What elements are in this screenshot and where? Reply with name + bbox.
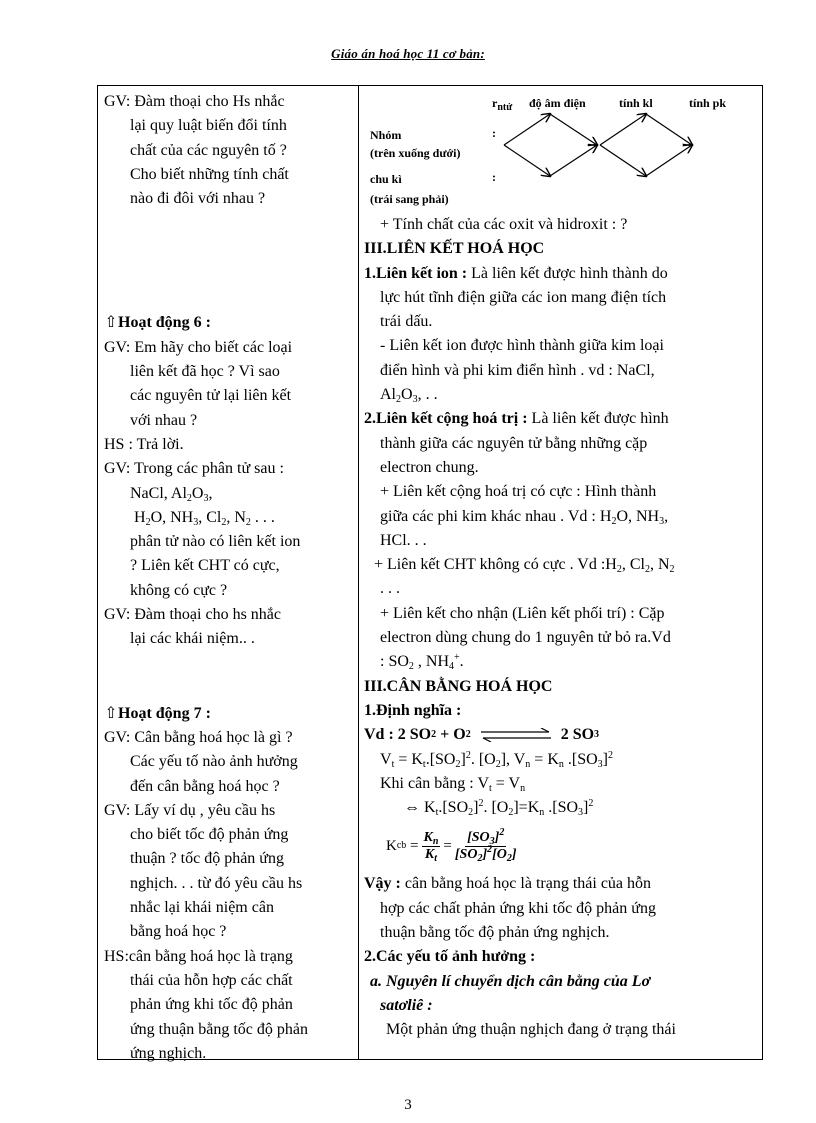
page-number: 3 xyxy=(404,1097,412,1113)
equilibrium-state-line: Khi cân bằng : $V_t = V_n$ xyxy=(380,774,526,794)
colon: : xyxy=(492,170,496,184)
gv-line: nghịch. . . từ đó yêu cầu hs xyxy=(130,874,303,892)
equivalence-line: ⇔ $K_t.[SO_2]^2$. $[O_2]=K_n$ $.[SO_3]^2$ xyxy=(404,798,594,819)
hs-line: phản ứng khi tốc độ phản xyxy=(130,996,293,1014)
molecule-list: NaCl, $Al_2O_3$, xyxy=(130,484,213,504)
gv-line: các nguyên tử lại liên kết xyxy=(130,387,292,405)
arrow-line xyxy=(504,114,550,145)
reaction-equation: Vd : 2 SO 2 + O 2 2 SO 3 xyxy=(364,726,600,744)
gv-line: bằng hoá học ? xyxy=(130,923,227,941)
gv-line: Các yếu tố nào ảnh hưởng xyxy=(130,753,298,771)
ion-note-line: điển hình và phi kim điển hình . vd : NaCl, xyxy=(380,361,655,379)
hs-line: ứng thuận bằng tốc độ phản xyxy=(130,1020,308,1038)
hs-line: HS:cân bằng hoá học là trạng xyxy=(104,947,293,965)
equilibrium-arrow-icon xyxy=(479,728,553,742)
definition-heading: 1.Định nghĩa : xyxy=(364,701,462,719)
electronegativity-label: độ âm điện xyxy=(529,96,586,110)
gv-line: GV: Cân bằng hoá học là gì ? xyxy=(104,728,293,746)
coord-line: + Liên kết cho nhận (Liên kết phối trí) : Cặp xyxy=(380,604,665,622)
oxide-line: + Tính chất của các oxit và hidroxit : ? xyxy=(380,216,628,233)
up-arrow-icon: ⇧ xyxy=(104,314,118,332)
arrow-line xyxy=(600,114,646,145)
row-period-label: chu kì xyxy=(370,172,402,186)
gv-line: GV: Trong các phân tử sau : xyxy=(104,460,284,478)
hs-line: ứng nghịch. xyxy=(130,1044,207,1062)
final-line: Một phản ứng thuận nghịch đang ở trạng thái xyxy=(386,1021,676,1039)
column-divider xyxy=(358,86,359,1059)
hs-line: HS : Trả lời. xyxy=(104,435,184,453)
coord-line: electron dùng chung do 1 nguyên tử bỏ ra.Vd xyxy=(380,629,671,647)
content-column xyxy=(364,90,760,1043)
principle-heading: a. Nguyên lí chuyển dịch cân bằng của Lơ xyxy=(370,972,651,990)
row-period-sub: (trái sang phải) xyxy=(370,192,449,206)
gv-line: không có cực ? xyxy=(130,581,228,599)
covalent-line: 2.Liên kết cộng hoá trị : Là liên kết được hình xyxy=(364,410,669,428)
activity-6-heading: ⇧Hoạt động 6 : xyxy=(104,311,354,335)
row-group-label: Nhóm xyxy=(370,128,402,142)
gv-line: lại quy luật biến đổi tính xyxy=(130,117,287,135)
gv-line: nhắc lại khái niệm cân xyxy=(130,899,274,917)
gv-line: ? Liên kết CHT có cực, xyxy=(130,557,280,575)
ion-note-line: - Liên kết ion được hình thành giữa kim loại xyxy=(380,337,664,355)
gv-line: phân tử nào có liên kết ion xyxy=(130,533,301,551)
arrow-line xyxy=(646,114,692,145)
gv-line: GV: Em hãy cho biết các loại xyxy=(104,338,293,356)
gv-line: với nhau ? xyxy=(130,411,198,429)
nonmetallic-label: tính pk xyxy=(689,96,727,110)
section-equilibrium-title: III.CÂN BẰNG HOÁ HỌC xyxy=(364,677,553,695)
arrow-line xyxy=(504,145,550,176)
gv-line: GV: Đàm thoại cho Hs nhắc xyxy=(104,93,285,110)
factors-heading: 2.Các yếu tố ảnh hưởng : xyxy=(364,948,536,966)
activity-7-heading: ⇧Hoạt động 7 : xyxy=(104,702,354,726)
periodic-trend-diagram xyxy=(364,90,760,213)
equilibrium-constant: K cb = $\frac{K_n}{K_t}$ = $\frac{[SO_3]^2}{[SO_2]^2[O_2]}$ xyxy=(386,826,517,864)
gv-line: GV: Lấy ví dụ , yêu cầu hs xyxy=(104,801,276,819)
row-group-sub: (trên xuống dưới) xyxy=(370,146,461,160)
summary-line: thuận bằng tốc độ phản ứng nghịch. xyxy=(380,924,610,942)
principle-heading: satơliê : xyxy=(380,996,433,1014)
metallic-label: tính kl xyxy=(619,96,653,110)
arrow-line xyxy=(600,145,646,176)
lesson-table xyxy=(97,85,763,1060)
page-header: Giáo án hoá học 11 cơ bản: xyxy=(331,46,485,61)
arrow-line xyxy=(550,145,597,176)
polar-line: HCl. . . xyxy=(380,531,427,549)
up-arrow-icon: ⇧ xyxy=(104,704,118,722)
polar-line: giữa các phi kim khác nhau . Vd : $H_2O$, $NH_3$, xyxy=(380,507,669,527)
gv-line: lại các khái niệm.. . xyxy=(130,630,255,648)
ion-bond-line: lực hút tĩnh điện giữa các ion mang điện tích xyxy=(380,288,667,306)
gv-line: cho biết tốc độ phản ứng xyxy=(130,826,289,844)
gv-line: Cho biết những tính chất xyxy=(130,165,289,183)
gv-line: nào đi đôi với nhau ? xyxy=(130,190,266,208)
gv-line: thuận ? tốc độ phản ứng xyxy=(130,850,284,868)
section-bond-title: III.LIÊN KẾT HOÁ HỌC xyxy=(364,240,545,258)
teacher-student-column xyxy=(104,90,354,1066)
gv-line: chất của các nguyên tố ? xyxy=(130,141,287,159)
hs-line: thái của hỗn hợp các chất xyxy=(130,971,293,989)
ion-bond-line: trái dấu. xyxy=(380,313,433,331)
radius-label: $r_{ntử}$ xyxy=(492,96,513,113)
colon: : xyxy=(492,126,496,140)
rate-line: $V_t = K_t.[SO_2]^2$. $[O_2]$, $V_n = K_n$ $.[SO_3]^2$ xyxy=(380,749,613,770)
arrow-line xyxy=(550,114,597,145)
summary-line: hợp các chất phản ứng khi tốc độ phản ứng xyxy=(380,899,656,917)
molecule-list: $H_2O$, $NH_3$, $Cl_2$, $N_2$ . . . xyxy=(134,508,275,528)
coord-line: : $SO_2$ , $NH_4^+$. xyxy=(380,652,464,673)
summary-line: Vậy : cân bằng hoá học là trạng thái của hỗn xyxy=(364,875,652,893)
polar-line: + Liên kết cộng hoá trị có cực : Hình thành xyxy=(380,483,657,501)
gv-line: GV: Đàm thoại cho hs nhắc xyxy=(104,606,281,624)
covalent-line: thành giữa các nguyên tử bằng những cặp xyxy=(380,434,648,452)
concentration-fraction: $\frac{[SO_3]^2}{[SO_2]^2[O_2]}$ xyxy=(454,826,517,864)
ion-bond-line: 1.Liên kết ion : Là liên kết được hình thành do xyxy=(364,264,668,282)
gv-line: liên kết đã học ? Vì sao xyxy=(130,363,280,381)
k-ratio-fraction: $\frac{K_n}{K_t}$ xyxy=(423,829,439,864)
nonpolar-line: . . . xyxy=(380,580,400,598)
nonpolar-line: + Liên kết CHT không có cực . Vd $:H_2$, $Cl_2$, $N_2$ xyxy=(374,556,675,576)
arrow-line xyxy=(646,145,692,176)
ion-note-line: $Al_2O_3$, . . xyxy=(380,386,438,406)
gv-line: đến cân bằng hoá học ? xyxy=(130,777,280,795)
covalent-line: electron chung. xyxy=(380,458,479,476)
